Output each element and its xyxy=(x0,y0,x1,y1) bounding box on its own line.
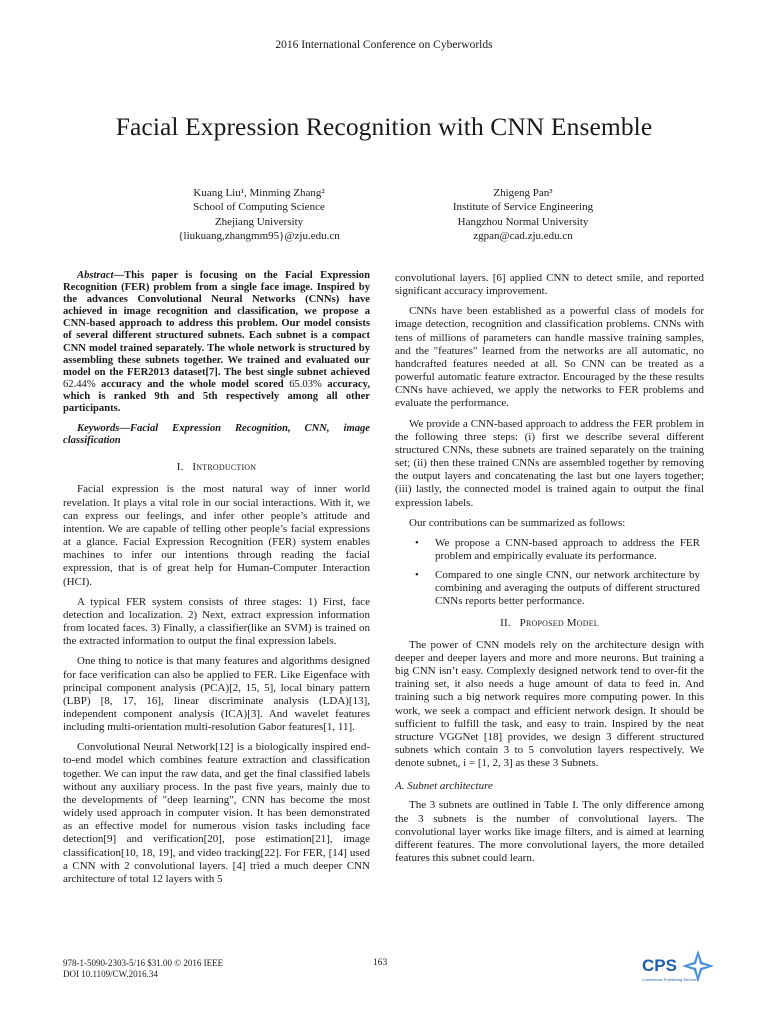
conference-header: 2016 International Conference on Cyberworlds xyxy=(275,39,493,51)
author-email: {liukuang,zhangmm95}@zju.edu.cn xyxy=(178,230,340,243)
contribution-list xyxy=(395,537,704,609)
section-heading-proposed-model xyxy=(395,617,704,630)
body-paragraph: A typical FER system consists of three stages: 1) First, face detection and localization. 2) Next, extract expression information from located faces. 3) Finally, a classifier(like an SVM) is trained on the extracted information to output the final expression labels. xyxy=(63,595,370,648)
abstract-lead: Abstract xyxy=(77,270,114,281)
right-column xyxy=(395,272,704,872)
cps-logo-text: CPS xyxy=(642,956,677,975)
abstract-text-c: accuracy, which is ranked 9th and 5th respectively among all other participants. xyxy=(63,378,370,415)
author-email: zgpan@cad.zju.edu.cn xyxy=(473,230,573,243)
section-heading-introduction xyxy=(63,461,370,474)
section-number: I. xyxy=(176,461,184,474)
page-number: 163 xyxy=(373,958,388,968)
cps-logo xyxy=(640,946,716,986)
footer-copyright xyxy=(63,958,223,980)
author-university: Hangzhou Normal University xyxy=(457,215,589,228)
abstract-accuracy-ensemble: 65.03% xyxy=(289,378,322,390)
body-paragraph: The 3 subnets are outlined in Table I. The only difference among the 3 subnets is the number of convolutional layers. The convolutional layer works like image filters, and is aimed at learning different features. The more convolutional layers, the more detailed features this subnet could learn. xyxy=(395,799,704,865)
keywords: Keywords—Facial Expression Recognition, CNN, image classification xyxy=(63,423,370,447)
abstract xyxy=(63,270,370,415)
footer-doi: DOI 10.1109/CW.2016.34 xyxy=(63,969,158,979)
subsection-heading: A. Subnet architecture xyxy=(395,780,493,793)
left-column xyxy=(63,270,370,893)
body-paragraph: Our contributions can be summarized as follows: xyxy=(409,516,626,529)
abstract-text-a: —This paper is focusing on the Facial Expression Recognition (FER) problem from a single face image. Inspired by the advances Convolutional Neural Networks (CNNs) have achieved in image recognition and classification, we propose a CNN-based approach to address this problem. Our model consists of several different structured subnets. Each subnet is a compact CNN model trained separately. The whole network is structured by assembling these subnets together. We trained and evaluated our model on the FER2013 dataset[7]. The best single subnet achieved xyxy=(63,270,370,378)
body-paragraph: CNNs have been established as a powerful class of models for image detection, recognition and classification problems. CNNs with tens of millions of parameters can handle massive training samples, and the "features" learned from the networks are all automatic, no handcrafted features needed at all. So CNN can be treated as a powerful automatic feature extractor. Encouraged by the these results CNNs have achieved, we apply the networks to FER problems and evaluate the performance. xyxy=(395,305,704,410)
section-title: Introduction xyxy=(192,461,257,474)
author-block-2 xyxy=(412,186,634,244)
author-names: Zhigeng Pan³ xyxy=(493,187,553,199)
list-item: • We propose a CNN-based approach to address the FER problem and empirically evaluate its performance. xyxy=(435,537,704,563)
list-item: • Compared to one single CNN, our network architecture by combining and averaging the outputs of different structured CNNs reports better performance. xyxy=(435,569,704,608)
author-university: Zhejiang University xyxy=(214,215,304,228)
body-paragraph: The power of CNN models rely on the architecture design with deeper and deeper layers and more and more neurons. But training a big CNN isn’t easy. Complexly designed network tend to over-fit the training set, it also needs a huge amount of data to feed in. And training such a big network requires more computing power. In this work, we seek a compact and efficient network design. It should be sufficient to fulfill the task, and easy to train. Inspired by the neat structure VGGNet [18] provides, we design 3 different structured subnets which contain 3 to 5 convolution layers respectively. We denote subnetᵢ, i = [1, 2, 3] as these 3 Subnets. xyxy=(395,638,704,770)
abstract-text-b: accuracy and the whole model scored xyxy=(95,378,290,390)
author-affiliation: School of Computing Science xyxy=(193,201,325,214)
paper-title: Facial Expression Recognition with CNN Ensemble xyxy=(115,112,653,141)
section-title: Proposed Model xyxy=(519,616,599,629)
body-paragraph: We provide a CNN-based approach to address the FER problem in the following three steps: (i) first we describe several different structured CNNs, these subnets are trained separately on the training set; (ii) then these trained CNNs are assembled together by removing the output layers and concatenating the last but one layers together; (iii) lastly, the connected model is trained again to output the final expression labels. xyxy=(395,417,704,509)
body-paragraph: Convolutional Neural Network[12] is a biologically inspired end-to-end model which combines feature extraction and classification together. We can input the raw data, and get the final classified labels without any auxiliary process. In the past five years, mainly due to the developments of "deep learning", CNN has become the most widely used approach in computer vision. It has been demonstrated as an effective model for numerous vision tasks including face detection[9] and verification[20], pose estimation[21], image classification[10, 18, 19], and video tracking[22]. For FER, [14] used a CNN with 2 convolutional layers. [4] tried a much deeper CNN architecture of total 12 layers with 5 xyxy=(63,741,370,885)
footer-isbn: 978-1-5090-2303-5/16 $31.00 © 2016 IEEE xyxy=(63,958,224,968)
body-paragraph: convolutional layers. [6] applied CNN to detect smile, and reported significant accuracy improvement. xyxy=(395,272,704,298)
author-names: Kuang Liu¹, Minming Zhang² xyxy=(193,187,325,199)
abstract-accuracy-single: 62.44% xyxy=(63,378,96,390)
section-number: II. xyxy=(500,616,511,629)
author-affiliation: Institute of Service Engineering xyxy=(452,201,594,214)
cps-logo-subtitle: Conference Publishing Services xyxy=(642,977,699,982)
body-paragraph: One thing to notice is that many features and algorithms designed for face verification can also be applied to FER. Like Eigenface with principal component analysis (PCA)[2, 15, 5], local binary pattern (LBP) [8, 17, 16], linear discriminate analysis (LDA)[13], independent component analysis (ICA)[3]. And wavelet features including multi-orientation multi-resolution Gabor features[1, 11]. xyxy=(63,655,370,734)
author-block-1 xyxy=(150,186,368,244)
body-paragraph: Facial expression is the most natural way of inner world revelation. It plays a vital role in our social interactions. With it, we can express our feelings, and infer other people’s attitude and intention. We are capable of telling other people’s facial expressions at a glance. Facial Expression Recognition (FER) system enables machines to infer our intentions through reading the facial expression, that is of great help for Human-Computer Interaction (HCI). xyxy=(63,483,370,588)
